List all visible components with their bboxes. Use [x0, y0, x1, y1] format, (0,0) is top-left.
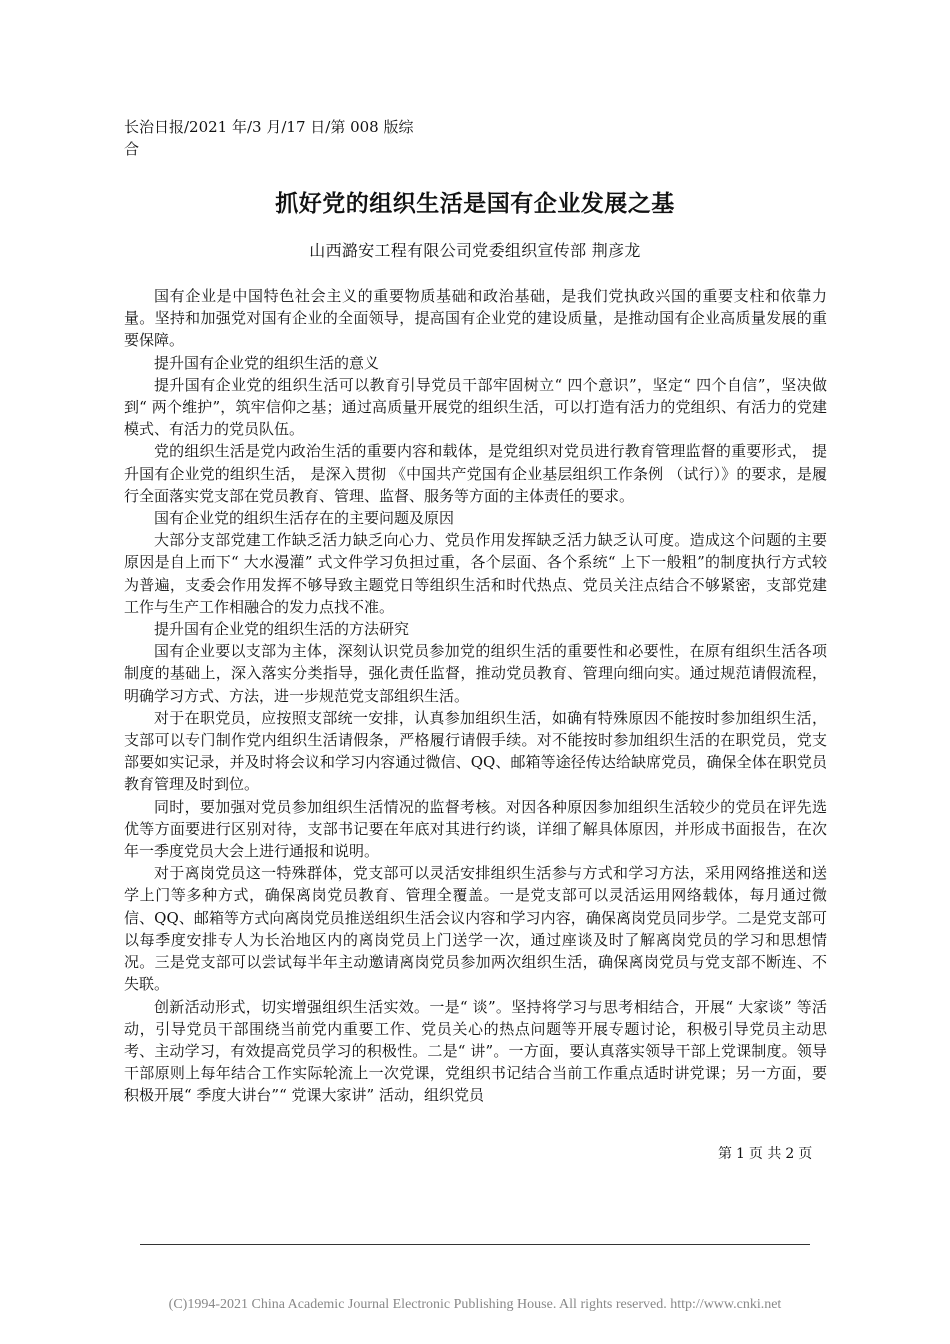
section-heading-problems: 国有企业党的组织生活存在的主要问题及原因: [154, 509, 455, 528]
author-byline: 山西潞安工程有限公司党委组织宣传部 荆彦龙: [309, 241, 641, 260]
source-line: 长治日报/2021 年/3 月/17 日/第 008 版综合: [124, 118, 414, 158]
paragraph: 提升国有企业党的组织生活可以教育引导党员干部牢固树立“ 四个意识”，坚定“ 四个自信”，坚决做到“ 两个维护”，筑牢信仰之基；通过高质量开展党的组织生活，可以打造有活力的党组织、有活力的党建模式、有活力的党员队伍。: [124, 375, 827, 439]
paragraph: 大部分支部党建工作缺乏活力缺乏向心力、党员作用发挥缺乏活力缺乏认可度。造成这个问题的主要原因是自上而下“ 大水漫灌” 式文件学习负担过重，各个层面、各个系统“ 上下一般粗”的制度执行方式较为普遍，支委会作用发挥不够导致主题党日等组织生活和时代热点、党员关注点结合不够紧密，支部党建工作与生产工作相融合的发力点找不准。: [124, 531, 827, 616]
section-heading-methods: 提升国有企业党的组织生活的方法研究: [154, 620, 410, 639]
paragraph: 对于离岗党员这一特殊群体，党支部可以灵活安排组织生活参与方式和学习方法，采用网络推送和送学上门等多种方式，确保离岗党员教育、管理全覆盖。一是党支部可以灵活运用网络载体，每月通过微信、QQ、邮箱等方式向离岗党员推送组织生活会议内容和学习内容，确保离岗党员同步学。二是党支部可以每季度安排专人为长治地区内的离岗党员上门送学一次，通过座谈及时了解离岗党员的学习和思想情况。三是党支部可以尝试每半年主动邀请离岗党员参加两次组织生活，确保离岗党员与党支部不断连、不失联。: [124, 864, 827, 994]
article-body: [124, 285, 827, 1107]
page-number-current: 1: [736, 1146, 745, 1162]
article-title: 抓好党的组织生活是国有企业发展之基: [275, 191, 675, 217]
paragraph: 对于在职党员，应按照支部统一安排，认真参加组织生活，如确有特殊原因不能按时参加组织生活，支部可以专门制作党内组织生活请假条，严格履行请假手续。对不能按时参加组织生活的在职党员，党支部要如实记录，并及时将会议和学习内容通过微信、QQ、邮箱等途径传达给缺席党员，确保全体在职党员教育管理及时到位。: [124, 708, 827, 794]
paragraph: 同时，要加强对党员参加组织生活情况的监督考核。对因各种原因参加组织生活较少的党员在评先选优等方面要进行区别对待，支部书记要在年底对其进行约谈，详细了解具体原因，并形成书面报告，在次年一季度党员大会上进行通报和说明。: [124, 797, 827, 861]
footer-divider: [140, 1244, 810, 1245]
page-number: [716, 1143, 814, 1163]
page-number-suffix: 页: [798, 1146, 813, 1162]
paragraph: 党的组织生活是党内政治生活的重要内容和载体，是党组织对党员进行教育管理监督的重要形式， 提升国有企业党的组织生活， 是深入贯彻 《中国共产党国有企业基层组织工作条例 （试行）》的要求，是履行全面落实党支部在党员教育、管理、监督、服务等方面的主体责任的要求。: [124, 442, 827, 505]
paragraph: 国有企业要以支部为主体，深刻认识党员参加党的组织生活的重要性和必要性，在原有组织生活各项制度的基础上，深入落实分类指导，强化责任监督，推动党员教育、管理向细向实。通过规范请假流程，明确学习方式、方法，进一步规范党支部组织生活。: [124, 642, 827, 705]
page-number-prefix: 第: [718, 1146, 732, 1162]
copyright-notice: (C)1994-2021 China Academic Journal Electronic Publishing House. All rights reserved. http://www.cnki.net: [168, 1297, 782, 1312]
page-number-mid: 页 共: [748, 1146, 782, 1162]
paragraph-intro: 国有企业是中国特色社会主义的重要物质基础和政治基础，是我们党执政兴国的重要支柱和依靠力量。坚持和加强党对国有企业的全面领导，提高国有企业党的建设质量，是推动国有企业高质量发展的重要保障。: [124, 287, 827, 350]
page-number-total: 2: [785, 1146, 795, 1162]
section-heading-significance: 提升国有企业党的组织生活的意义: [154, 353, 380, 372]
paragraph: 创新活动形式，切实增强组织生活实效。一是“ 谈”。坚持将学习与思考相结合，开展“ 大家谈” 等活动，引导党员干部围绕当前党内重要工作、党员关心的热点问题等开展专题讨论，积极引导党员主动思考、主动学习，有效提高党员学习的积极性。二是“ 讲”。一方面，要认真落实领导干部上党课制度。领导干部原则上每年结合工作实际轮流上一次党课，党组织书记结合当前工作重点适时讲党课；另一方面，要积极开展“ 季度大讲台”“ 党课大家讲” 活动，组织党员: [124, 997, 827, 1105]
